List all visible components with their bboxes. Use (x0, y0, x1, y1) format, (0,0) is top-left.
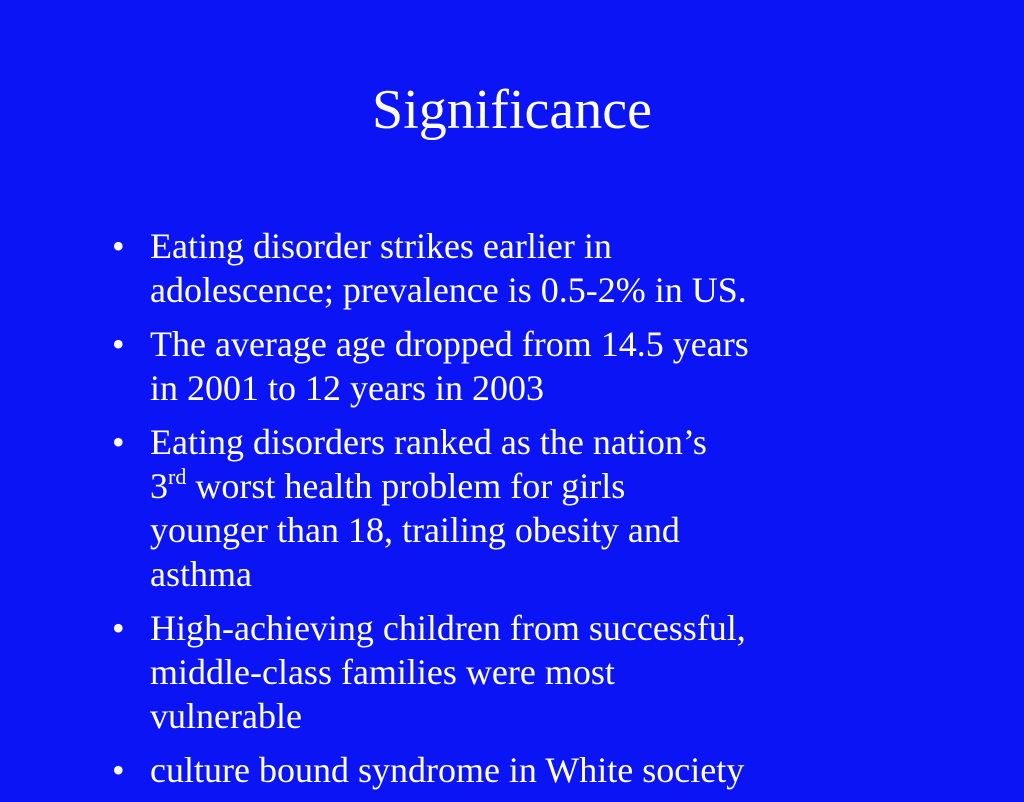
bullet-line: in 2001 to 12 years in 2003 (150, 368, 544, 408)
bullet-line: asthma (150, 554, 252, 594)
bullet-item (112, 748, 912, 792)
bullet-item (112, 606, 912, 738)
slide-title: Significance (372, 79, 652, 141)
bullet-icon: • (112, 608, 125, 648)
bullet-line: younger than 18, trailing obesity and (150, 510, 680, 550)
bullet-line: vulnerable (150, 696, 302, 736)
bullet-list (112, 224, 912, 802)
bullet-line: middle-class families were most (150, 652, 615, 692)
bullet-item (112, 224, 912, 312)
bullet-line: Eating disorders ranked as the nation’s (150, 422, 707, 462)
bullet-icon: • (112, 226, 125, 266)
bullet-line: adolescence; prevalence is 0.5-2% in US. (150, 270, 747, 310)
bullet-line: Eating disorder strikes earlier in (150, 226, 612, 266)
bullet-item (112, 322, 912, 410)
bullet-line-rest: worst health problem for girls (186, 466, 626, 506)
bullet-icon: • (112, 750, 125, 790)
bullet-line (150, 464, 912, 508)
bullet-icon: • (112, 422, 125, 462)
bullet-item (112, 420, 912, 596)
ordinal-suffix: rd (168, 464, 187, 489)
bullet-line: High-achieving children from successful, (150, 608, 746, 648)
bullet-line: culture bound syndrome in White society (150, 750, 745, 790)
bullet-line: The average age dropped from 14.5 years (150, 324, 749, 364)
ordinal-number: 3 (150, 466, 168, 506)
bullet-icon: • (112, 324, 125, 364)
